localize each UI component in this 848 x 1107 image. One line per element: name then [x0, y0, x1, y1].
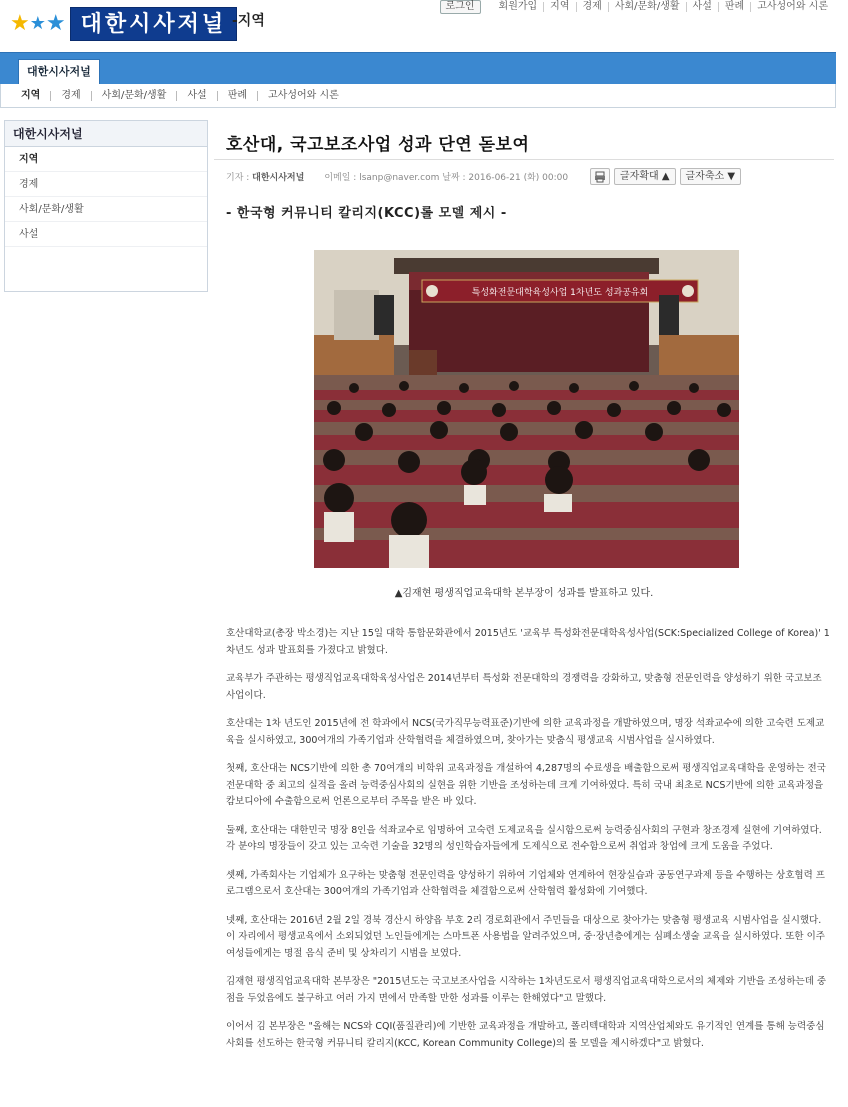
article-paragraph: 둘째, 호산대는 대한민국 명장 8인을 석좌교수로 임명하여 고숙련 도제교육을 실시함으로써 능력중심사회의 구현과 창조경제 실현에 기여하였다. 각 분야의 명장들이 갖고 있는 고숙련 기술을 32명의 성인학습자들에게 도제식으로 전수함으로써 취업과 창업에 크게 도움을 주었다. [226, 824, 822, 852]
login-button[interactable]: 로그인 [440, 0, 481, 14]
site-logo[interactable] [10, 6, 237, 42]
util-link-region[interactable]: 지역 [543, 2, 575, 12]
site-header [0, 0, 848, 52]
util-link-editorial[interactable]: 사설 [686, 2, 718, 12]
article-paragraph: 김재현 평생직업교육대학 본부장은 "2015년도는 국고보조사업을 시작하는 1차년도로서 평생직업교육대학으로서의 체제와 기반을 조성하는데 중점을 두었음에도 불구하고 여러 가지 면에서 만족할 만한 성과를 이루는 한해였다"고 말했다. [226, 976, 827, 1004]
logo-stars-icon: ★ ★ ★ [10, 11, 66, 36]
print-icon[interactable] [590, 168, 610, 185]
photo-caption: ▲김재현 평생직업교육대학 본부장이 성과를 발표하고 있다. [394, 588, 654, 599]
article-paragraph: 교육부가 주관하는 평생직업교육대학육성사업은 2014년부터 특성화 전문대학의 경쟁력을 강화하고, 맞춤형 전문인력을 양성하기 위한 국고보조사업이다. [226, 673, 822, 701]
font-zoom-in-button[interactable]: 글자확대 ▲ [614, 168, 676, 185]
section-title: -지역 [232, 13, 265, 29]
logo-text: 대한시사저널 [70, 7, 238, 41]
photo-banner-text: 특성화전문대학육성사업 1차년도 성과공유회 [471, 288, 649, 298]
sidebar-item-region[interactable]: 지역 [5, 147, 207, 172]
article [214, 120, 838, 1049]
sidebar-item-society[interactable]: 사회/문화/생활 [5, 197, 207, 222]
sidebar-title: 대한시사저널 [5, 121, 207, 147]
article-paragraph: 셋째, 가족회사는 기업체가 요구하는 맞춤형 전문인력을 양성하기 위하여 기업체와 연계하여 현장실습과 공동연구과제 등을 수행하는 상호협력 프로그램으로서 호산대는 300여개의 가족기업과 산학협력을 체결함으로써 산학협력 활성화에 기여했다. [226, 869, 825, 897]
util-link-precedent[interactable]: 판례 [718, 2, 750, 12]
nav-tab-main[interactable]: 대한시사저널 [18, 59, 100, 86]
subnav-item-economy[interactable]: 경제 [50, 91, 90, 101]
util-link-society[interactable]: 사회/문화/생활 [608, 2, 686, 12]
article-paragraph: 호산대는 1차 년도인 2015년에 전 학과에서 NCS(국가직무능력표준)기반에 의한 교육과정을 개발하였으며, 명장 석좌교수에 의한 고숙련 도제교육을 실시하였고, 300여개의 가족기업과 산학협력을 체결하였으며, 찾아가는 맞춤식 평생교육 시범사업을 실시하였다. [226, 718, 825, 746]
subnav-item-idiom[interactable]: 고사성어와 시론 [257, 91, 349, 101]
subnav-item-precedent[interactable]: 판례 [217, 91, 257, 101]
subnav-item-region[interactable]: 지역 [21, 89, 41, 101]
util-link-idiom[interactable]: 고사성어와 시론 [750, 2, 834, 12]
meta-email[interactable]: lsanp@naver.com [359, 173, 440, 183]
meta-date: 2016-06-21 (화) 00:00 [468, 173, 569, 183]
article-photo [314, 250, 739, 568]
article-subtitle: - 한국형 커뮤니티 칼리지(KCC)롤 모델 제시 - [226, 206, 507, 221]
article-tools [590, 168, 745, 185]
article-paragraph: 호산대학교(총장 박소경)는 지난 15일 대학 통합문화관에서 2015년도 '교육부 특성화전문대학육성사업(SCK:Specialized College of Korea)' 1차년도 성과 발표회를 가졌다고 밝혔다. [226, 628, 830, 656]
sidebar-item-economy[interactable]: 경제 [5, 172, 207, 197]
article-paragraph: 넷째, 호산대는 2016년 2월 2일 경북 경산시 하양읍 부호 2리 경로회관에서 주민들을 대상으로 찾아가는 맞춤형 평생교육 시범사업을 실시했다. 이 자리에서 평생교육에서 소외되었던 노인들에게는 스마트폰 사용법을 알려주었으며, 중·장년층에게는 심폐소생술 교육을 실시하였다. 또한 이주여성들에게는 명절 음식 준비 및 상차리기 시범을 보였다. [226, 914, 825, 959]
main-nav [0, 52, 836, 84]
article-title: 호산대, 국고보조사업 성과 단연 돋보여 [226, 135, 530, 155]
util-link-signup[interactable]: 회원가입 [498, 1, 538, 12]
article-paragraph: 첫째, 호산대는 NCS기반에 의한 총 70여개의 비학위 교육과정을 개설하여 4,287명의 수료생을 배출함으로써 평생직업교육대학을 운영하는 전국 전문대학 중 최고의 실적을 올려 능력중심사회의 실현을 위한 기반을 조성하는데 크게 기여하였다. 특히 국내 최초로 NCS기반에 의한 교육과정을 캄보디아에 수출함으로써 언론으로부터 주목을 받은 바 있다. [226, 763, 826, 807]
meta-date-label: 날짜 : [442, 173, 466, 183]
article-body [226, 626, 830, 1064]
article-meta [226, 170, 568, 183]
article-paragraph: 이어서 김 본부장은 "올해는 NCS와 CQI(품질관리)에 기반한 교육과정을 개발하고, 폴리텍대학과 지역산업체와도 유기적인 연계를 통해 능력중심사회를 선도하는 한국형 커뮤니티 칼리지(KCC, Korean Community College)의 롤 모델을 제시하겠다"고 밝혔다. [226, 1021, 825, 1049]
subnav-item-society[interactable]: 사회/문화/생활 [91, 91, 177, 101]
utility-links [440, 0, 834, 14]
sidebar-item-editorial[interactable]: 사설 [5, 222, 207, 247]
meta-email-label: 이메일 : [324, 173, 357, 183]
sidebar [4, 120, 208, 292]
sub-nav [0, 84, 836, 108]
subnav-item-editorial[interactable]: 사설 [176, 91, 216, 101]
meta-reporter-label: 기자 : [226, 173, 250, 183]
util-link-economy[interactable]: 경제 [576, 2, 608, 12]
font-zoom-out-button[interactable]: 글자축소 ▼ [680, 168, 742, 185]
meta-reporter: 대한시사저널 [252, 173, 305, 183]
